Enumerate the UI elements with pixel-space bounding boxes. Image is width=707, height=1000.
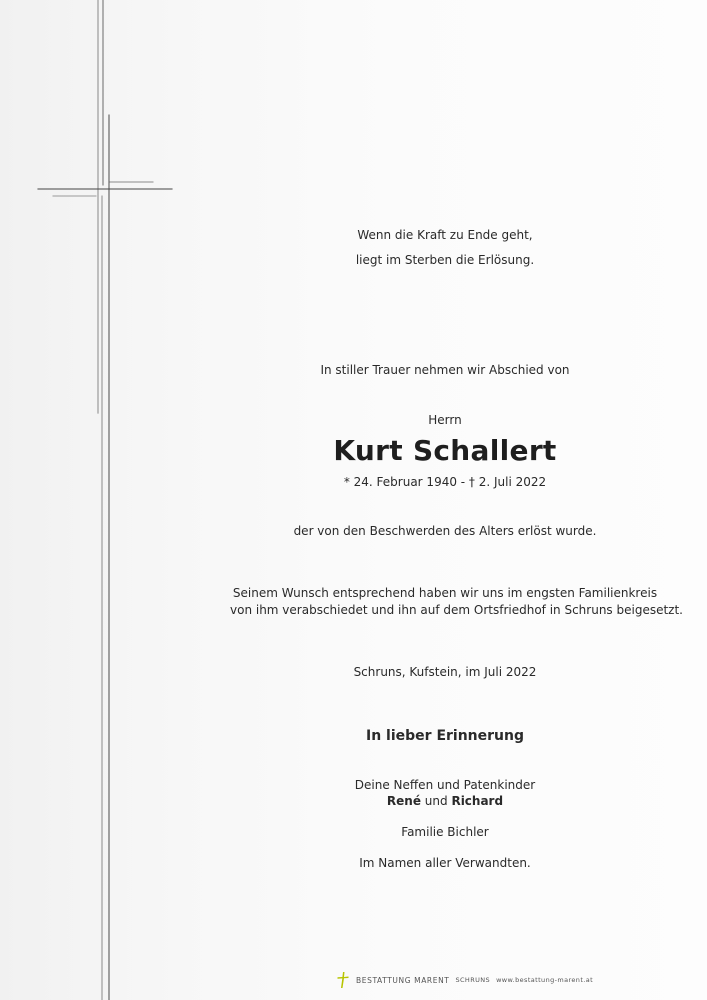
life-dates: * 24. Februar 1940 - † 2. Juli 2022 [343, 475, 547, 489]
salutation: Herrn [428, 413, 462, 427]
relatives-line: Im Namen aller Verwandten. [359, 856, 531, 870]
farewell-line-1: Seinem Wunsch entsprechend haben wir uns im engsten Familienkreis [232, 586, 658, 600]
nephew-name-1: René [386, 794, 421, 808]
deceased-name: Kurt Schallert [333, 434, 557, 467]
nephew-names [230, 793, 660, 809]
nephew-name-2: Richard [451, 794, 504, 808]
cross-logo-icon [336, 971, 350, 989]
funeral-home-website: www.bestattung-marent.at [496, 976, 594, 984]
relief-line: der von den Beschwerden des Alters erlöst wurde. [293, 524, 597, 538]
quote-line-1: Wenn die Kraft zu Ende geht, [357, 228, 533, 242]
funeral-home-location: SCHRUNS [455, 976, 491, 984]
family-line: Familie Bichler [401, 825, 489, 839]
remembrance-heading: In lieber Erinnerung [366, 728, 524, 744]
place-date: Schruns, Kufstein, im Juli 2022 [353, 665, 537, 679]
farewell-line-2: von ihm verabschiedet und ihn auf dem Ortsfriedhof in Schruns beigesetzt. [230, 603, 683, 617]
funeral-home-footer [336, 970, 593, 990]
intro-text: In stiller Trauer nehmen wir Abschied von [320, 363, 570, 377]
quote-line-2: liegt im Sterben die Erlösung. [355, 253, 535, 267]
name-conjunction: und [424, 794, 448, 808]
funeral-home-name: BESTATTUNG MARENT [356, 975, 450, 985]
nephews-line: Deine Neffen und Patenkinder [354, 778, 536, 792]
